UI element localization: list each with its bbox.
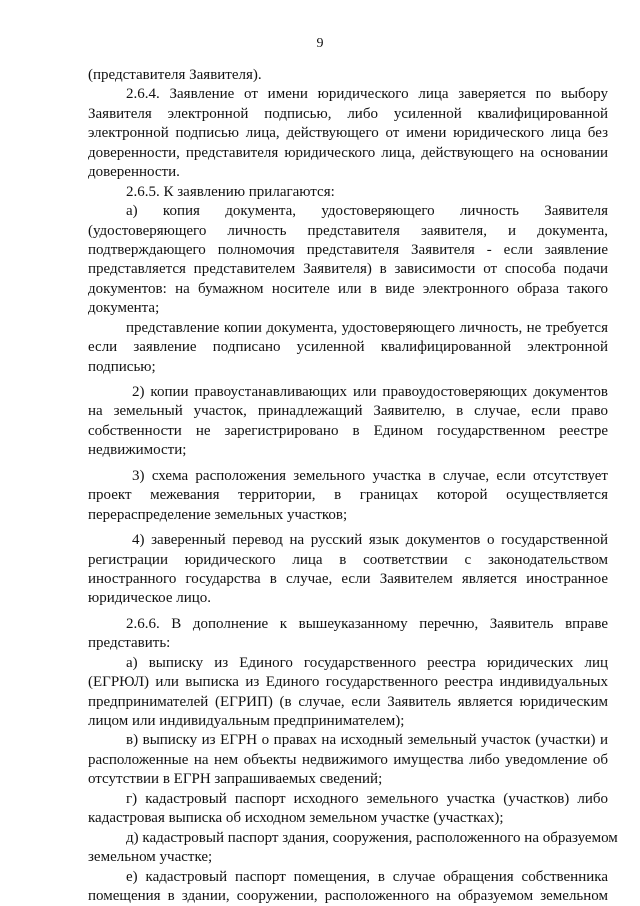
text-line: Заявителя электронной подписью, либо усиленной квалифицированной — [88, 105, 608, 122]
text-line: 3) схема расположения земельного участка в случае, если отсутствует — [132, 467, 608, 484]
text-line: отсутствии в ЕГРН запрашиваемых сведений; — [88, 771, 383, 788]
text-line: (представителя Заявителя). — [88, 67, 262, 83]
text-line: представление копии документа, удостоверяющего личность, не требуется — [126, 319, 608, 336]
page-number: 9 — [316, 36, 324, 51]
text-line: а) выписку из Единого государственного реестра юридических лиц — [126, 654, 608, 671]
text-line: документа; — [88, 300, 160, 317]
text-line: помещения в здании, сооружении, расположенного на образуемом земельном — [88, 887, 608, 904]
text-line: г) кадастровый паспорт исходного земельного участка (участков) либо — [126, 790, 608, 807]
text-line: 2.6.4. Заявление от имени юридического лица заверяется по выбору — [126, 86, 608, 103]
text-line: 2) копии правоустанавливающих или правоудостоверяющих документов — [132, 384, 608, 400]
text-line: земельном участке; — [88, 849, 213, 866]
text-line: если заявление подписано усиленной квалифицированной электронной — [88, 339, 608, 356]
text-line: электронной подписью лица, действующего от имени юридического лица без — [88, 125, 608, 142]
text-line: д) кадастровый паспорт здания, сооружения, расположенного на образуемом — [126, 829, 618, 846]
text-line: проект межевания территории, в границах которой осуществляется — [88, 487, 608, 504]
text-line: регистрации юридического лица в соответствии с законодательством — [88, 551, 608, 568]
text-line: е) кадастровый паспорт помещения, в случае обращения собственника — [126, 868, 608, 885]
text-line: собственности не зарегистрировано в Едином государственном реестре — [88, 422, 608, 439]
text-line: а) копия документа, удостоверяющего личность Заявителя — [126, 203, 608, 220]
text-line: перераспределение земельных участков; — [88, 506, 348, 523]
text-line: подтверждающего полномочия представителя Заявителя - если заявление — [88, 241, 608, 258]
text-line: иностранного государства в случае, если Заявителем является иностранное — [88, 570, 608, 587]
document-body — [88, 66, 618, 906]
text-line: (удостоверяющего личность представителя заявителя, и документа, — [88, 222, 608, 239]
text-line: расположенные на нем объекты недвижимого имущества либо уведомление об — [88, 751, 608, 768]
text-line: в) выписку из ЕГРН о правах на исходный земельный участок (участки) и — [126, 732, 608, 749]
text-line: кадастровая выписка об исходном земельном участке (участках); — [88, 810, 504, 827]
text-line: лицом или индивидуальным предпринимателем); — [88, 713, 405, 729]
text-line: подписью; — [88, 358, 156, 375]
text-line: юридическое лицо. — [88, 590, 212, 607]
text-line: 4) заверенный перевод на русский язык документов о государственной — [132, 532, 608, 549]
text-line: представить: — [88, 635, 171, 652]
text-line: недвижимости; — [88, 442, 187, 459]
text-line: доверенности. — [88, 164, 180, 181]
text-line: предпринимателей (ЕГРИП) (в случае, если Заявитель является юридическим — [88, 693, 608, 710]
text-line: (ЕГРЮЛ) или выписка из Единого государственного реестра индивидуальных — [88, 674, 608, 691]
text-line: на земельный участок, принадлежащий Заявителю, в случае, если право — [88, 403, 608, 420]
text-line: доверенности, представителя юридического лица, действующего на основании — [88, 144, 608, 161]
text-line: 2.6.6. В дополнение к вышеуказанному перечню, Заявитель вправе — [126, 615, 608, 632]
text-line: документов: на бумажном носителе или в виде электронного образа такого — [88, 280, 608, 297]
text-line: 2.6.5. К заявлению прилагаются: — [126, 183, 335, 200]
text-line: представляется представителем Заявителя) в зависимости от способа подачи — [88, 261, 608, 278]
